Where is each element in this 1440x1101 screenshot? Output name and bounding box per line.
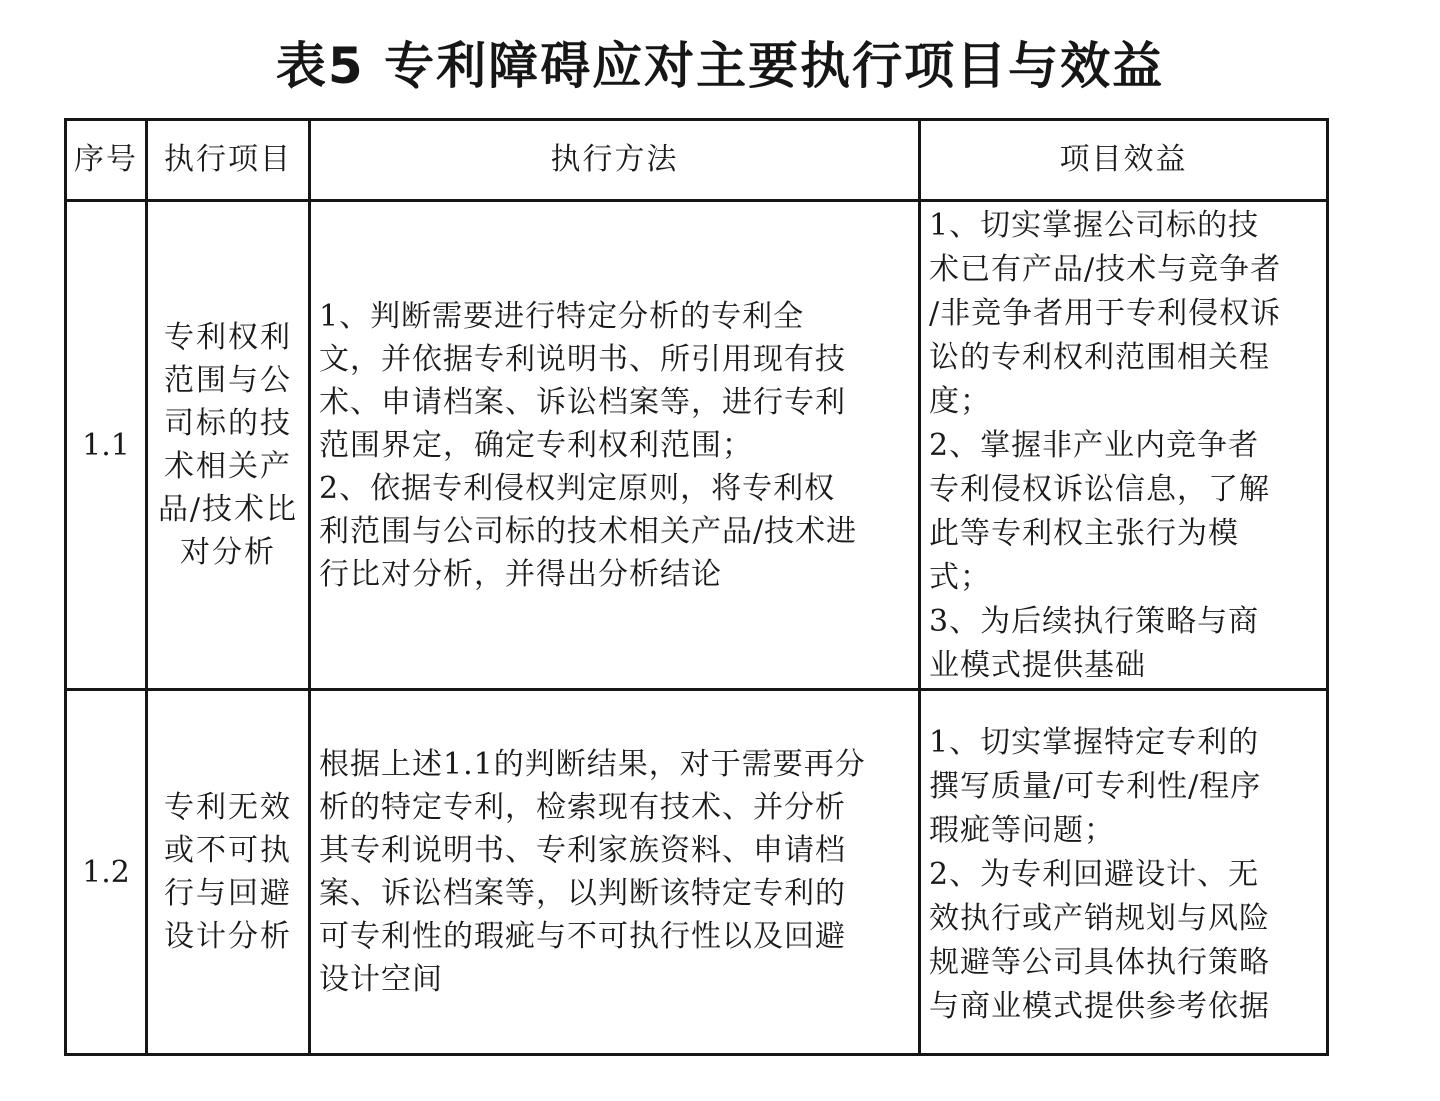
benefit-line: 业模式提供基础 — [929, 648, 1146, 683]
method-line: 案、诉讼档案等，以判断该特定专利的 — [319, 876, 846, 911]
item-line: 设计分析 — [164, 919, 292, 954]
item-line: 专利无效 — [164, 790, 292, 825]
execution-item — [147, 201, 310, 690]
method-line: 析的特定专利，检索现有技术、并分析 — [319, 790, 846, 825]
benefit-line: 1、切实掌握特定专利的 — [929, 725, 1260, 760]
benefit-line: 专利侵权诉讼信息，了解 — [929, 472, 1270, 507]
header-item: 执行项目 — [147, 120, 310, 201]
benefit-line: /非竞争者用于专利侵权诉 — [929, 296, 1282, 331]
method-line: 利范围与公司标的技术相关产品/技术进 — [319, 513, 858, 549]
item-line: 品/技术比 — [157, 492, 299, 527]
item-line: 专利权利 — [164, 320, 292, 355]
header-method: 执行方法 — [310, 120, 920, 201]
item-line: 范围与公 — [164, 363, 292, 398]
header-no: 序号 — [66, 120, 147, 201]
benefit-line: 2、掌握非产业内竞争者 — [929, 428, 1260, 463]
method-line: 术、申请档案、诉讼档案等，进行专利 — [319, 384, 846, 420]
item-line: 或不可执 — [164, 833, 292, 868]
method-line: 可专利性的瑕疵与不可执行性以及回避 — [319, 919, 846, 954]
row-number: 1.2 — [66, 690, 147, 1055]
benefit-line: 讼的专利权利范围相关程 — [929, 340, 1270, 375]
table-header-row — [66, 120, 1328, 201]
item-line: 对分析 — [180, 535, 276, 570]
benefit-line: 与商业模式提供参考依据 — [929, 989, 1270, 1024]
method-line: 设计空间 — [319, 962, 443, 997]
benefit-line: 术已有产品/技术与竞争者 — [929, 252, 1282, 287]
method-line: 文，并依据专利说明书、所引用现有技 — [319, 341, 846, 377]
project-benefit — [920, 690, 1328, 1055]
method-line: 根据上述1.1的判断结果，对于需要再分 — [319, 747, 866, 782]
benefit-line: 撰写质量/可专利性/程序 — [929, 769, 1262, 804]
table-title: 表5 专利障碍应对主要执行项目与效益 — [275, 37, 1165, 95]
execution-method — [310, 201, 920, 690]
benefit-line: 度； — [929, 384, 991, 419]
method-line: 1、判断需要进行特定分析的专利全 — [319, 298, 805, 334]
execution-item — [147, 690, 310, 1055]
benefit-line: 效执行或产销规划与风险 — [929, 901, 1270, 936]
project-benefit — [920, 201, 1328, 690]
row-number: 1.1 — [66, 201, 147, 690]
table-row — [66, 690, 1328, 1055]
method-line: 行比对分析，并得出分析结论 — [319, 556, 722, 592]
table-row — [66, 201, 1328, 690]
benefit-line: 3、为后续执行策略与商 — [929, 604, 1260, 639]
benefit-line: 规避等公司具体执行策略 — [929, 945, 1270, 980]
strategy-table — [64, 118, 1329, 1056]
benefit-line: 1、切实掌握公司标的技 — [929, 208, 1260, 243]
benefit-line: 瑕疵等问题； — [929, 813, 1115, 848]
item-line: 术相关产 — [164, 449, 292, 484]
method-line: 2、依据专利侵权判定原则，将专利权 — [319, 470, 836, 506]
benefit-line: 此等专利权主张行为模 — [929, 516, 1239, 551]
item-line: 司标的技 — [164, 406, 292, 441]
header-benefit: 项目效益 — [920, 120, 1328, 201]
item-line: 行与回避 — [164, 876, 292, 911]
benefit-line: 式； — [929, 560, 991, 595]
method-line: 其专利说明书、专利家族资料、申请档 — [319, 833, 846, 868]
benefit-line: 2、为专利回避设计、无 — [929, 857, 1260, 892]
execution-method — [310, 690, 920, 1055]
method-line: 范围界定，确定专利权利范围； — [319, 427, 753, 463]
